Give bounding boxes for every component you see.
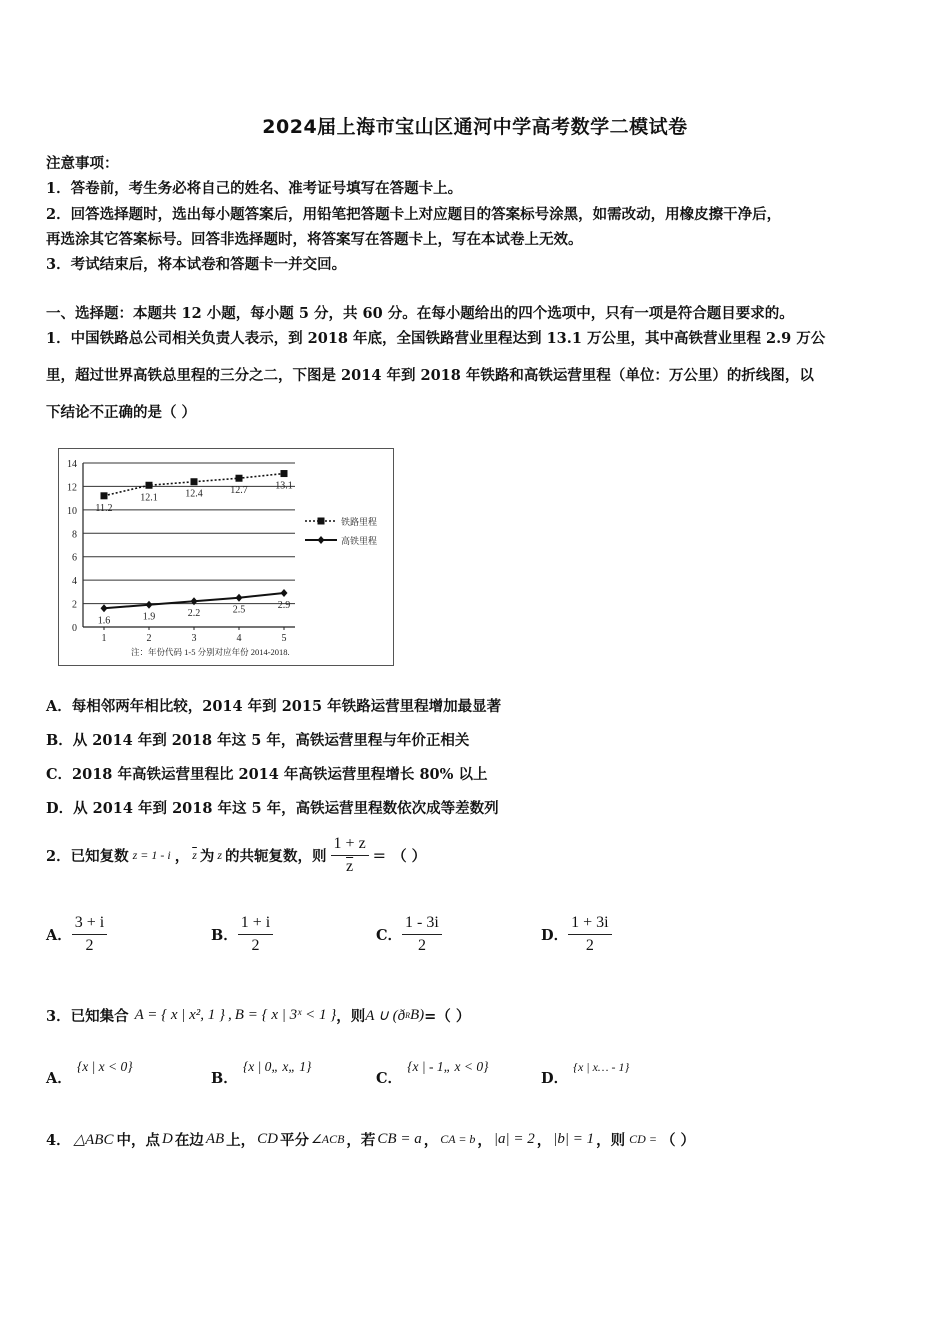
q3-tail: =（ ）	[424, 1007, 471, 1025]
q3-stem-a: 3．已知集合	[46, 1007, 129, 1025]
q2-option-a-num: 3 + i	[72, 914, 107, 935]
q3-option-a-set: {x | x < 0}	[76, 1059, 133, 1074]
q2-stem	[46, 832, 426, 878]
q4-t2: 在边	[174, 1131, 204, 1149]
y-tick-label: 0	[72, 623, 77, 634]
q4-abs-b: |b| = 1	[553, 1130, 595, 1147]
x-tick-label: 4	[236, 633, 242, 644]
q4-stem	[46, 1124, 695, 1154]
q4-ca-b: CA = b	[440, 1131, 476, 1146]
y-tick-label: 6	[72, 552, 77, 564]
q3-set-a: A = { x | x², 1 }	[134, 1006, 226, 1023]
data-label: 2.5	[232, 604, 246, 616]
q3-option-b-set: {x | 0„ x„ 1}	[242, 1059, 312, 1074]
data-label: 1.9	[142, 611, 156, 623]
q2-option-b	[211, 914, 273, 955]
q2-option-d-label: D．	[541, 927, 569, 944]
q3-stem-b: ，则	[336, 1007, 366, 1025]
data-label: 12.4	[185, 488, 203, 500]
series-1-point	[236, 475, 243, 482]
q3-option-a-label: A．	[46, 1070, 72, 1087]
y-tick-label: 8	[72, 529, 77, 541]
x-tick-label: 1	[101, 633, 107, 644]
section-1-heading: 一、选择题：本题共 12 小题，每小题 5 分，共 60 分。在每小题给出的四个选项中，只有一项是符合题目要求的。	[46, 305, 794, 322]
q2-eq: =	[372, 845, 387, 865]
notice-item-2: 2．回答选择题时，选出每小题答案后，用铅笔把答题卡上对应题目的答案标号涂黑，如需改动，用橡皮擦干净后，	[46, 206, 782, 223]
legend-label: 高铁里程	[341, 536, 378, 546]
q2-option-a	[46, 914, 107, 955]
series-2-point	[236, 594, 243, 602]
q2-zbar: $\overline{z}$	[192, 847, 197, 862]
q3-option-d	[541, 1058, 629, 1088]
chart-note: 注：年份代码 1-5 分别对应年份 2014-2018.	[131, 647, 290, 657]
q3-option-c	[376, 1058, 488, 1088]
data-label: 12.7	[230, 485, 248, 497]
q2-option-b-num: 1 + i	[238, 914, 273, 935]
q4-num: 4．	[46, 1131, 71, 1149]
q2-option-d-num: 1 + 3i	[568, 914, 611, 935]
q2-fraction	[331, 835, 369, 876]
q3-option-b	[211, 1058, 311, 1088]
q3-expr: A ∪ (ð	[365, 1007, 406, 1024]
q3-sub: R	[405, 1010, 410, 1020]
series-1-point	[101, 492, 108, 499]
q2-tail: （ ）	[392, 847, 427, 865]
q4-t9: ，则	[596, 1131, 626, 1149]
q4-angle: ∠ACB	[310, 1131, 345, 1146]
y-tick-label: 4	[72, 576, 77, 588]
q4-t3: 上，	[226, 1131, 256, 1149]
data-label: 2.9	[277, 600, 291, 612]
q4-cb-a: CB = a	[377, 1130, 422, 1147]
q3-expr-tail: B)	[409, 1006, 425, 1023]
y-tick-label: 12	[67, 482, 77, 494]
q2-option-d-den: 2	[585, 937, 594, 954]
data-label: 13.1	[275, 480, 293, 492]
series-1-point	[191, 478, 198, 485]
data-label: 11.2	[95, 502, 113, 514]
q1-option-c: C．2018 年高铁运营里程比 2014 年高铁运营里程增长 80% 以上	[46, 766, 488, 783]
q1-line-3: 下结论不正确的是（ ）	[46, 404, 197, 421]
q2-option-c-num: 1 - 3i	[402, 914, 442, 935]
q3-sep: ,	[228, 1006, 232, 1023]
q3-option-d-label: D．	[541, 1070, 569, 1087]
q2-option-b-label: B．	[211, 927, 238, 944]
q3-option-a	[46, 1058, 133, 1088]
q2-option-b-frac	[238, 914, 273, 955]
q1-line-1: 1．中国铁路总公司相关负责人表示，到 2018 年底，全国铁路营业里程达到 13.1 万公里，其中高铁营业里程 2.9 万公	[46, 330, 826, 347]
q3-stem	[46, 998, 470, 1032]
x-tick-label: 5	[281, 633, 287, 644]
q1-option-b: B．从 2014 年到 2018 年这 5 年，高铁运营里程与年价正相关	[46, 732, 470, 749]
q3-option-c-label: C．	[376, 1070, 403, 1087]
q2-z-def: z = 1 - i	[132, 847, 171, 862]
q2-option-c-den: 2	[417, 937, 426, 954]
legend-marker-2	[318, 536, 325, 544]
q2-option-d	[541, 914, 612, 955]
q4-t1: 中，点	[116, 1131, 160, 1149]
series-2-point	[146, 601, 153, 609]
q4-point-d: D	[161, 1130, 173, 1147]
q2-option-a-den: 2	[85, 937, 94, 954]
q4-t7: ，	[477, 1131, 492, 1149]
series-1-point	[281, 470, 288, 477]
q4-ab: AB	[205, 1130, 225, 1147]
legend-label: 铁路里程	[341, 517, 378, 527]
q3-option-d-set: {x | x… - 1}	[573, 1060, 630, 1074]
q1-line-chart	[58, 448, 394, 666]
q2-stem-b: ，	[174, 847, 190, 865]
q2-option-b-den: 2	[251, 937, 260, 954]
x-tick-label: 2	[146, 633, 152, 644]
notice-item-3: 3．考试结束后，将本试卷和答题卡一并交回。	[46, 256, 347, 273]
y-tick-label: 10	[67, 505, 77, 517]
notice-item-1: 1．答卷前，考生务必将自己的姓名、准考证号填写在答题卡上。	[46, 180, 463, 197]
q2-frac-den: z	[346, 857, 354, 875]
y-tick-label: 2	[72, 599, 77, 611]
q4-t5: ，若	[346, 1131, 376, 1149]
q4-cd-query: CD =	[629, 1131, 657, 1146]
q1-line-2: 里，超过世界高铁总里程的三分之二，下图是 2014 年到 2018 年铁路和高铁运营里程（单位：万公里）的折线图，以	[46, 367, 814, 384]
q2-stem-c: 为	[199, 847, 215, 865]
notice-heading: 注意事项：	[46, 155, 119, 172]
data-label: 12.1	[140, 492, 158, 504]
q2-stem-d: 的共轭复数，则	[225, 847, 327, 865]
q4-t4: 平分	[279, 1131, 309, 1149]
legend-marker-1	[318, 518, 325, 525]
q3-option-c-set: {x | - 1„ x < 0}	[407, 1059, 489, 1074]
q2-option-c	[376, 914, 442, 955]
q4-abs-a: |a| = 2	[493, 1130, 535, 1147]
q2-frac-num: 1 + z	[331, 835, 369, 856]
q2-option-a-label: A．	[46, 927, 72, 944]
q3-set-b: B = { x | 3ˣ < 1 }	[234, 1006, 337, 1023]
series-2-point	[281, 589, 288, 597]
series-1-point	[146, 482, 153, 489]
q4-cd: CD	[257, 1130, 278, 1147]
q4-tail: （ ）	[660, 1131, 696, 1149]
data-label: 2.2	[187, 608, 201, 620]
q4-t6: ，	[423, 1131, 439, 1149]
q4-t8: ，	[536, 1131, 552, 1149]
q1-option-d: D．从 2014 年到 2018 年这 5 年，高铁运营里程数依次成等差数列	[46, 800, 499, 817]
data-label: 1.6	[97, 615, 111, 627]
q2-option-a-frac	[72, 914, 107, 955]
exam-title: 2024届上海市宝山区通河中学高考数学二模试卷	[262, 116, 688, 138]
q2-z: z	[217, 847, 223, 862]
q2-stem-a: 2．已知复数	[46, 847, 129, 865]
chart-svg	[59, 449, 393, 665]
q2-option-d-frac	[568, 914, 611, 955]
series-2-point	[101, 604, 108, 612]
q3-option-b-label: B．	[211, 1070, 238, 1087]
x-tick-label: 3	[191, 633, 197, 644]
y-tick-label: 14	[67, 459, 77, 470]
q4-triangle: △ABC	[73, 1131, 114, 1148]
q1-option-a: A．每相邻两年相比较，2014 年到 2015 年铁路运营里程增加最显著	[46, 698, 502, 715]
notice-item-2-cont: 再选涂其它答案标号。回答非选择题时，将答案写在答题卡上，写在本试卷上无效。	[46, 231, 583, 248]
q2-option-c-frac	[402, 914, 442, 955]
q2-option-c-label: C．	[376, 927, 403, 944]
